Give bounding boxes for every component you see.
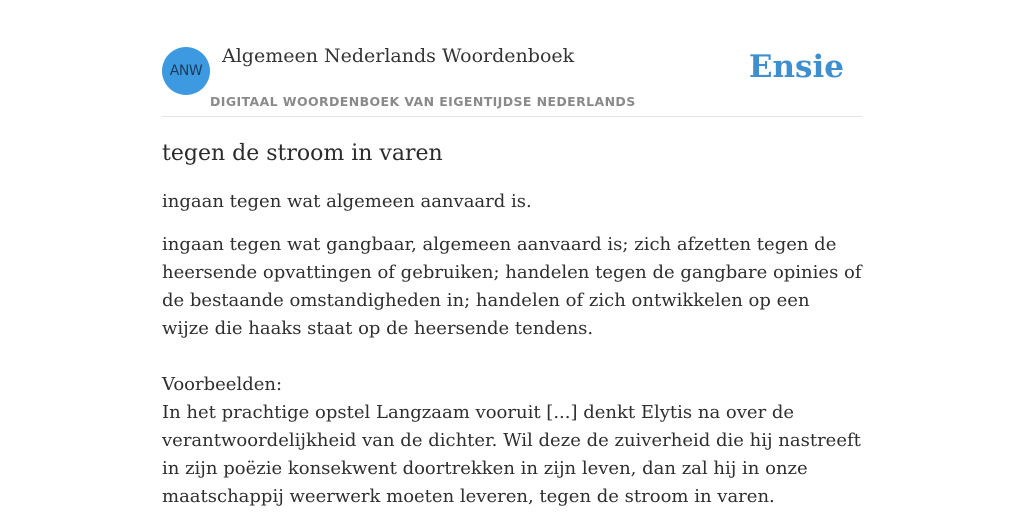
anw-logo-text: ANW: [169, 63, 203, 79]
example-text: In het prachtige opstel Langzaam vooruit [...] denkt Elytis na over de verantwoordelijkheid van de dichter. Wil deze de zuiverheid die hij nastreeft in zijn poëzie konsekwent doortrekken in zijn leven, dan zal hij in onze maatschappij weerwerk moeten leveren, tegen de stroom in varen.: [162, 402, 861, 507]
site-subtitle: DIGITAAL WOORDENBOEK VAN EIGENTIJDSE NEDERLANDS: [210, 94, 636, 109]
ensie-brand-logo[interactable]: Ensie: [748, 49, 844, 85]
entry-content: [162, 138, 862, 511]
anw-logo[interactable]: [162, 47, 210, 95]
examples-label: Voorbeelden:: [162, 374, 283, 395]
entry-long-definition: ingaan tegen wat gangbaar, algemeen aanvaard is; zich afzetten tegen de heersende opvattingen of gebruiken; handelen tegen de gangbare opinies of de bestaande omstandigheden in; handelen of zich ontwikkelen op een wijze die haaks staat op de heersende tendens.: [162, 234, 862, 339]
site-title[interactable]: Algemeen Nederlands Woordenboek: [222, 45, 575, 67]
site-header: [162, 0, 862, 117]
entry-short-definition: ingaan tegen wat algemeen aanvaard is.: [162, 191, 532, 212]
entry-headword: tegen de stroom in varen: [162, 141, 443, 166]
